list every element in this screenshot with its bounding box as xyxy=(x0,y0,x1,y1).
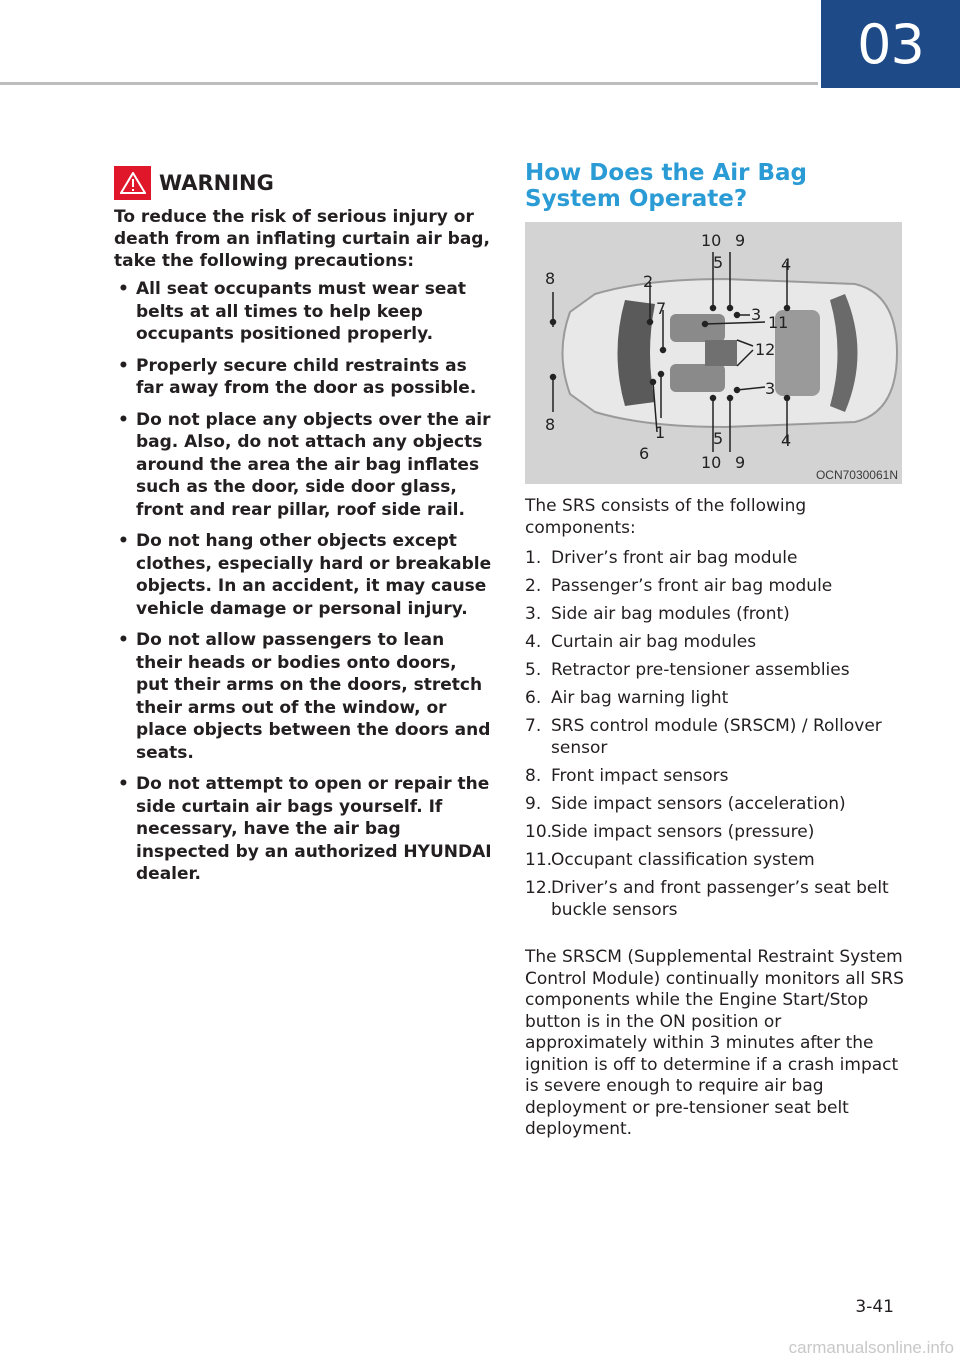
figure-caption: OCN7030061N xyxy=(815,468,898,482)
component-item xyxy=(525,659,905,681)
component-item xyxy=(525,575,905,597)
warning-item: • Do not allow passengers to lean their heads or bodies onto doors, put their arms on the doors, stretch their arms out of the window, or place objects between the doors and seats. xyxy=(114,629,492,764)
callout-label: 6 xyxy=(639,444,650,463)
header-rule xyxy=(0,82,818,85)
component-number: 4. xyxy=(525,632,542,652)
warning-item: • Properly secure child restraints as far away from the door as possible. xyxy=(114,355,492,400)
warning-column xyxy=(114,166,492,895)
component-text: Occupant classification system xyxy=(551,850,815,870)
components-intro: The SRS consists of the following components: xyxy=(525,496,807,538)
warning-title: WARNING xyxy=(159,171,274,195)
callout-label: 5 xyxy=(713,429,724,448)
component-item xyxy=(525,547,905,569)
callout-label: 12 xyxy=(755,340,776,359)
warning-header xyxy=(114,166,492,200)
component-number: 12. xyxy=(525,878,553,898)
warning-list xyxy=(114,278,492,886)
callout-label: 1 xyxy=(655,423,666,442)
callout-label: 5 xyxy=(713,253,724,272)
component-number: 9. xyxy=(525,794,542,814)
warning-intro: To reduce the risk of serious injury or death from an inflating curtain air bag, take the following precautions: xyxy=(114,207,490,271)
chapter-tab: 03 xyxy=(821,0,960,88)
component-number: 8. xyxy=(525,766,542,786)
component-item xyxy=(525,631,905,653)
component-item xyxy=(525,793,905,815)
component-text: Driver’s and front passenger’s seat belt buckle sensors xyxy=(551,878,889,920)
component-number: 7. xyxy=(525,716,542,736)
callout-label: 8 xyxy=(545,415,556,434)
airbag-section xyxy=(525,160,905,1141)
component-text: Retractor pre-tensioner assemblies xyxy=(551,660,850,680)
watermark: carmanualsonline.info xyxy=(788,1338,954,1357)
component-text: Driver’s front air bag module xyxy=(551,548,798,568)
component-text: Passenger’s front air bag module xyxy=(551,576,833,596)
srscm-paragraph: The SRSCM (Supplemental Restraint System Control Module) continually monitors all SRS components while the Engine Start/Stop button is in the ON position or approximately within 3 minutes after the ignition is off to determine if a crash impact is severe enough to require air bag deployment or pre-tensioner seat belt deployment. xyxy=(525,947,904,1139)
car-top-view-illustration xyxy=(525,222,902,484)
component-number: 11. xyxy=(525,850,553,870)
callout-label: 9 xyxy=(735,453,746,472)
airbag-diagram xyxy=(525,222,902,484)
component-number: 6. xyxy=(525,688,542,708)
front-seat-right xyxy=(670,364,725,392)
component-item xyxy=(525,687,905,709)
page-number: 3-41 xyxy=(855,1297,894,1317)
callout-label: 3 xyxy=(751,305,762,324)
component-text: Air bag warning light xyxy=(551,688,729,708)
callout-label: 11 xyxy=(768,313,789,332)
components-list xyxy=(525,547,905,921)
callout-label: 9 xyxy=(735,231,746,250)
warning-item: • All seat occupants must wear seat belts at all times to help keep occupants positioned properly. xyxy=(114,278,492,346)
callout-label: 3 xyxy=(765,379,776,398)
component-number: 10. xyxy=(525,822,553,842)
component-text: Curtain air bag modules xyxy=(551,632,757,652)
component-text: Side impact sensors (pressure) xyxy=(551,822,815,842)
center-console xyxy=(705,340,737,366)
component-text: Side impact sensors (acceleration) xyxy=(551,794,846,814)
callout-label: 4 xyxy=(781,431,792,450)
component-item xyxy=(525,877,905,921)
component-text: SRS control module (SRSCM) / Rollover sensor xyxy=(551,716,882,758)
callout-label: 10 xyxy=(701,231,722,250)
component-item xyxy=(525,603,905,625)
component-item xyxy=(525,821,905,843)
callout-label: 10 xyxy=(701,453,722,472)
component-item xyxy=(525,715,905,759)
component-text: Side air bag modules (front) xyxy=(551,604,790,624)
component-item xyxy=(525,849,905,871)
component-text: Front impact sensors xyxy=(551,766,729,786)
component-number: 2. xyxy=(525,576,542,596)
callout-label: 8 xyxy=(545,269,556,288)
section-title: How Does the Air Bag System Operate? xyxy=(525,160,808,212)
component-number: 3. xyxy=(525,604,542,624)
callout-label: 4 xyxy=(781,255,792,274)
warning-item: • Do not hang other objects except clothes, especially hard or breakable objects. In an accident, it may cause vehicle damage or personal injury. xyxy=(114,530,492,620)
callout-label: 2 xyxy=(643,272,654,291)
component-number: 1. xyxy=(525,548,542,568)
component-item xyxy=(525,765,905,787)
warning-item: • Do not attempt to open or repair the side curtain air bags yourself. If necessary, have the air bag inspected by an authorized HYUNDAI dealer. xyxy=(114,773,492,886)
component-number: 5. xyxy=(525,660,542,680)
warning-triangle-icon xyxy=(114,166,151,200)
warning-item: • Do not place any objects over the air bag. Also, do not attach any objects around the area the air bag inflates such as the door, side door glass, front and rear pillar, roof side rail. xyxy=(114,409,492,522)
front-seat-left xyxy=(670,314,725,342)
callout-label: 7 xyxy=(656,299,667,318)
